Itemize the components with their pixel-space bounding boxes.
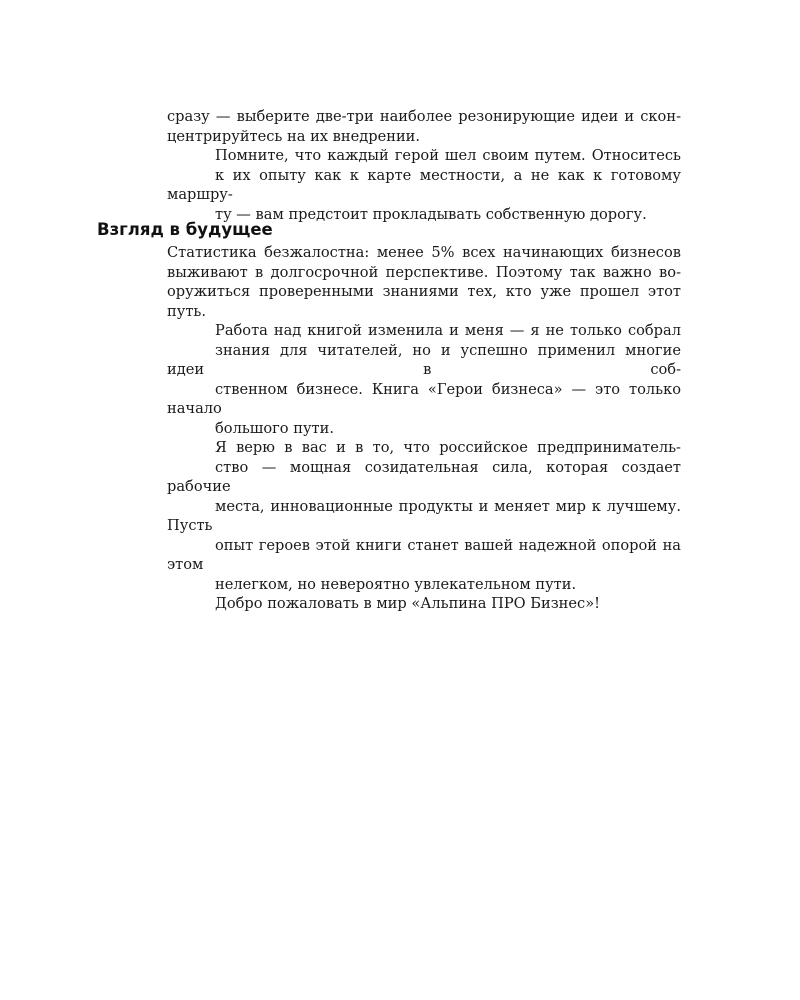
paragraph-statistics (167, 243, 681, 321)
text-line: Я верю в вас и в то, что российское предприниматель- (215, 439, 681, 456)
text-line: Статистика безжалостна: менее 5% всех начинающих бизнесов (167, 244, 681, 261)
section-heading: Взгляд в будущее (97, 220, 273, 239)
paragraph-continuation (167, 107, 681, 146)
paragraph-welcome (167, 594, 681, 614)
text-line: ту — вам предстоит прокладывать собственную дорогу. (215, 205, 647, 223)
text-line: большого пути. (215, 419, 334, 437)
text-line: Помните, что каждый герой шел своим путем. Относитесь (215, 147, 681, 164)
text-line: знания для читателей, но и успешно применил многие идеи в соб- (167, 341, 681, 378)
paragraph-heroes-path (167, 146, 681, 224)
text-line: Работа над книгой изменила и меня — я не только собрал (215, 322, 681, 339)
text-line: нелегком, но невероятно увлекательном пути. (215, 575, 577, 593)
text-line: сразу — выберите две-три наиболее резонирующие идеи и скон- (167, 108, 681, 125)
text-line: Добро пожаловать в мир «Альпина ПРО Бизнес»! (215, 595, 600, 612)
top-text-block (167, 107, 681, 224)
paragraph-book-work (167, 321, 681, 438)
text-line: ство — мощная созидательная сила, которая создает рабочие (167, 458, 681, 495)
text-line: места, инновационные продукты и меняет мир к лучшему. Пусть (167, 497, 681, 534)
text-line: ственном бизнесе. Книга «Герои бизнеса» — это только начало (167, 380, 681, 417)
text-line: центрируйтесь на их внедрении. (167, 127, 421, 145)
text-line: опыт героев этой книги станет вашей надежной опорой на этом (167, 536, 681, 573)
section-text-block (167, 243, 681, 614)
text-line: путь. (167, 302, 206, 320)
text-line: выживают в долгосрочной перспективе. Поэтому так важно во- (167, 263, 681, 281)
text-line: к их опыту как к карте местности, а не как к готовому маршру- (167, 166, 681, 203)
paragraph-belief (167, 438, 681, 594)
text-line: оружиться проверенными знаниями тех, кто уже прошел этот (167, 283, 681, 300)
